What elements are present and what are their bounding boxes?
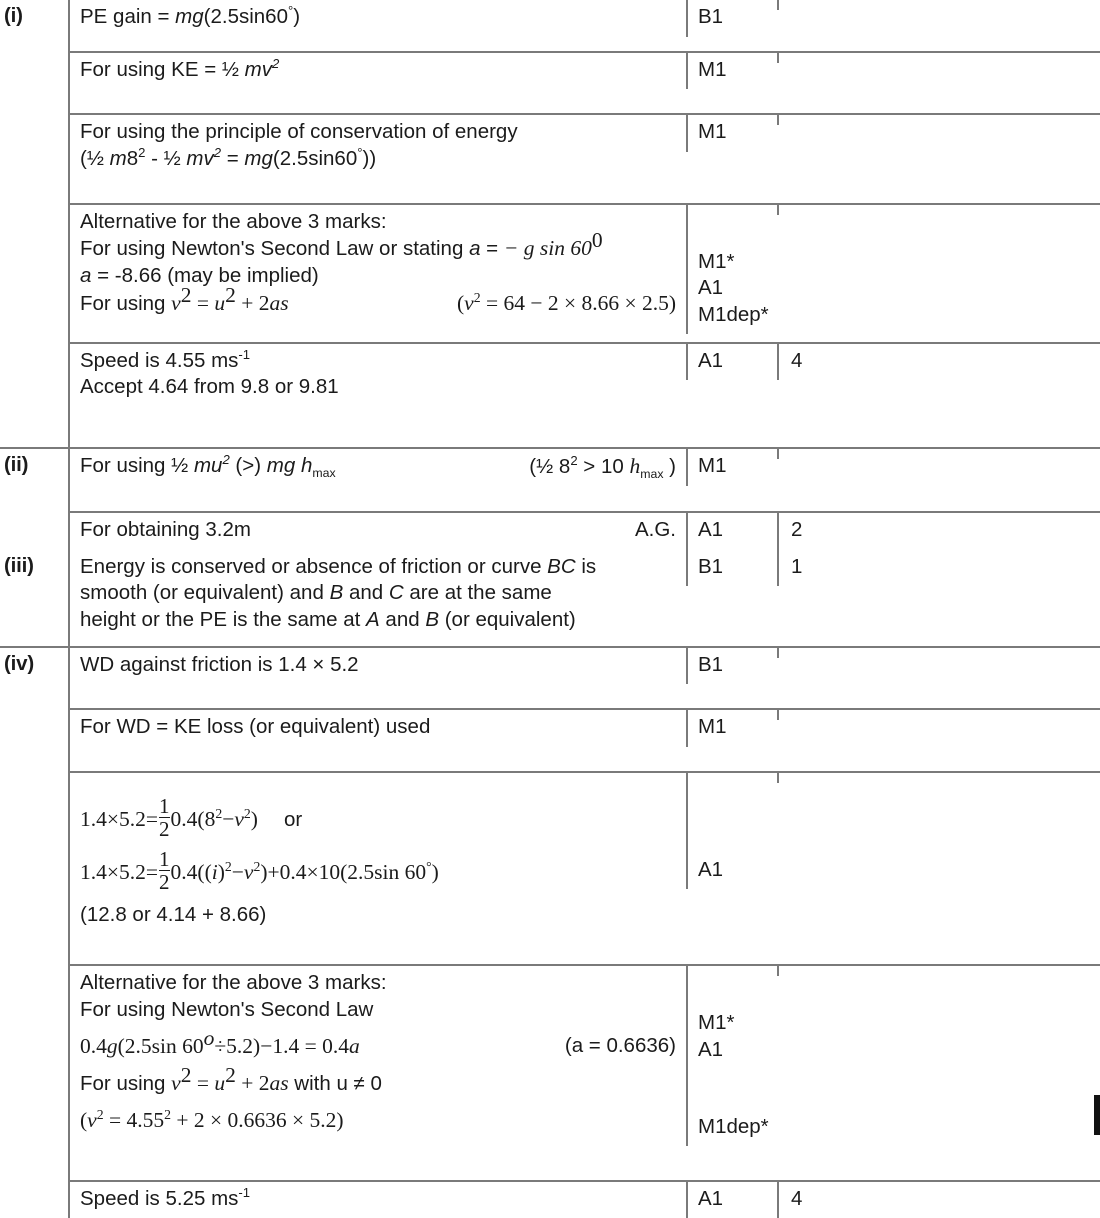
text-pe-gain-label: PE gain = bbox=[80, 5, 176, 28]
text-c: C bbox=[388, 581, 404, 605]
row-content-speed-455 bbox=[68, 342, 686, 447]
text-minus-half: - ½ bbox=[145, 146, 187, 170]
part-label-ii: (ii) bbox=[0, 447, 68, 477]
row-content-iii-energy bbox=[68, 550, 686, 646]
part-label-iv: (iv) bbox=[0, 646, 68, 676]
text-h: h bbox=[300, 454, 313, 477]
page-edge-artifact bbox=[1094, 1095, 1100, 1135]
text-equals: = bbox=[145, 806, 159, 831]
text-exp-2: 2 bbox=[225, 282, 236, 307]
mark-codes-iv-equations bbox=[686, 771, 777, 890]
text-value: = 64 − 2 × 8.66 × 2.5) bbox=[480, 290, 676, 315]
table-row bbox=[0, 113, 1100, 202]
text-4-55: = 4.55 bbox=[103, 1107, 165, 1132]
text-v: v bbox=[171, 290, 181, 315]
text-mg: mg bbox=[175, 5, 204, 28]
table-row bbox=[0, 203, 1100, 342]
fraction-one-half bbox=[159, 793, 170, 841]
text-exp-2: 2 bbox=[213, 145, 222, 161]
text-v: v bbox=[87, 1107, 97, 1132]
alt-suvat-line bbox=[80, 282, 678, 318]
speed-455-line bbox=[80, 348, 678, 375]
alt-a-value bbox=[80, 263, 678, 290]
table-row bbox=[0, 708, 1100, 771]
text-close-paren: ) bbox=[293, 5, 301, 28]
right-margin bbox=[850, 51, 1100, 61]
alt2-equation-a bbox=[80, 1025, 678, 1061]
right-margin bbox=[850, 447, 1100, 457]
part-label-blank-4 bbox=[0, 342, 68, 352]
text-bc: BC bbox=[547, 554, 576, 578]
mark-code-m1dep-star: M1dep* bbox=[698, 1114, 769, 1138]
iii-line-3 bbox=[80, 607, 678, 634]
text-rest: + 2 × 0.6636 × 5.2) bbox=[170, 1107, 344, 1132]
text-5-2: 5.2 bbox=[119, 806, 146, 831]
alt2-equation-b bbox=[80, 1107, 678, 1135]
text-5-2: 5.2 bbox=[119, 859, 146, 884]
text-1-4: 1.4 bbox=[80, 859, 107, 884]
mark-code-m1: M1 bbox=[686, 708, 777, 747]
text-close: )) bbox=[362, 146, 377, 170]
mark-code-m1: M1 bbox=[686, 51, 777, 90]
table-row bbox=[0, 771, 1100, 965]
alt2-heading: Alternative for the above 3 marks: bbox=[80, 971, 387, 995]
right-margin bbox=[850, 550, 1100, 560]
mark-code-a1: A1 bbox=[686, 342, 777, 381]
text-minus: − bbox=[222, 806, 235, 831]
text-wd-friction: WD against friction is 1.4 × 5.2 bbox=[80, 652, 359, 676]
text-a: a bbox=[469, 237, 481, 261]
text-exp-2: 2 bbox=[180, 282, 192, 307]
text-u: u bbox=[214, 290, 226, 315]
alt-suvat-annotation bbox=[457, 290, 676, 318]
right-margin bbox=[850, 342, 1100, 352]
right-margin bbox=[850, 1180, 1100, 1190]
denominator: 2 bbox=[159, 869, 170, 894]
text-open: ( bbox=[456, 290, 465, 315]
mark-code-m1-star: M1* bbox=[698, 249, 735, 273]
denominator: 2 bbox=[159, 816, 170, 841]
part-label-blank-5 bbox=[0, 511, 68, 521]
equation-2 bbox=[80, 846, 678, 894]
text-plus-0-4: )+0.4 bbox=[260, 859, 307, 884]
mark-code-m1dep-star: M1dep* bbox=[698, 302, 769, 326]
text-gt: (>) bbox=[229, 454, 267, 477]
text-a: A bbox=[366, 607, 380, 631]
mark-codes-alternative-1 bbox=[686, 203, 777, 335]
equation-3: (12.8 or 4.14 + 8.66) bbox=[80, 902, 267, 926]
mark-total-empty bbox=[777, 646, 850, 658]
text-and: and bbox=[343, 581, 389, 605]
text-i: i bbox=[211, 859, 218, 884]
mark-total-empty bbox=[777, 0, 850, 10]
fraction-one-half bbox=[159, 846, 170, 894]
mark-total-empty bbox=[777, 964, 850, 976]
text-0-4: 0.4 bbox=[80, 1033, 107, 1058]
text-plus-2: + 2 bbox=[235, 1070, 270, 1095]
text-2-5-sin-60: (2.5sin 60 bbox=[117, 1033, 204, 1058]
text-v: v bbox=[464, 290, 474, 315]
text-exp-2: 2 bbox=[180, 1062, 192, 1087]
row-content-alternative-2 bbox=[68, 964, 686, 1179]
row-content-obtaining-32m bbox=[68, 511, 686, 550]
mark-code-b1: B1 bbox=[686, 0, 777, 37]
mark-total-empty bbox=[777, 203, 850, 215]
text-close-paren: ) bbox=[431, 859, 439, 884]
text-exp-2: 2 bbox=[164, 1106, 171, 1122]
mark-total-empty bbox=[777, 771, 850, 783]
text-with-u-neq-0: with u ≠ 0 bbox=[288, 1071, 382, 1095]
iii-line-2 bbox=[80, 580, 678, 607]
text-pe-rest: (2.5sin60 bbox=[203, 5, 288, 28]
text-times: × bbox=[306, 859, 319, 884]
mark-code-m1-star: M1* bbox=[698, 1011, 735, 1035]
text-as: as bbox=[269, 1070, 289, 1095]
row-content-alternative-1 bbox=[68, 203, 686, 342]
text-open-paren: ( bbox=[80, 1107, 88, 1132]
accept-464-line: Accept 4.64 from 9.8 or 9.81 bbox=[80, 375, 339, 399]
text-close-paren: ) bbox=[250, 806, 258, 831]
text-tail: (2.5sin60 bbox=[272, 146, 358, 170]
part-label-blank-1 bbox=[0, 51, 68, 61]
mark-code-m1: M1 bbox=[686, 113, 777, 152]
right-margin bbox=[850, 203, 1100, 213]
text-minus: − bbox=[231, 859, 244, 884]
text-energy-conserved: Energy is conserved or absence of friction or curve bbox=[80, 554, 548, 578]
mark-total-empty bbox=[777, 447, 850, 459]
text-b: B bbox=[425, 607, 440, 631]
mark-total-empty bbox=[777, 51, 850, 63]
row-content-iv-equations bbox=[68, 771, 686, 965]
conservation-line-1: For using the principle of conservation of energy bbox=[80, 120, 518, 144]
mark-total-empty bbox=[777, 708, 850, 720]
text-b: B bbox=[329, 581, 344, 605]
text-degree: ° bbox=[357, 145, 363, 161]
row-content-iv-wd bbox=[68, 646, 686, 709]
text-open-half-8: (½ 8 bbox=[529, 455, 571, 478]
row-content-conservation bbox=[68, 113, 686, 202]
mark-code-a1: A1 bbox=[686, 1180, 777, 1218]
text-newton: For using Newton's Second Law or stating bbox=[80, 237, 470, 261]
text-0-4-8: 0.4(8 bbox=[170, 806, 216, 831]
table-row bbox=[0, 550, 1100, 646]
text-exp-2: 2 bbox=[473, 289, 481, 305]
right-margin bbox=[850, 964, 1100, 974]
text-exp-minus-1: -1 bbox=[238, 1184, 251, 1200]
text-is: is bbox=[575, 554, 597, 578]
table-row bbox=[0, 51, 1100, 114]
mark-total-empty bbox=[777, 113, 850, 125]
text-same: are at the same bbox=[403, 581, 552, 605]
text-exp-2: 2 bbox=[222, 452, 230, 468]
ag-annotation: A.G. bbox=[634, 517, 676, 541]
table-row bbox=[0, 964, 1100, 1179]
part-label-blank-6 bbox=[0, 708, 68, 718]
text-u: u bbox=[214, 1070, 226, 1095]
table-row bbox=[0, 0, 1100, 51]
text-exp-2: 2 bbox=[224, 858, 232, 874]
text-v: v bbox=[243, 859, 254, 884]
part-label-blank-2 bbox=[0, 113, 68, 123]
text-half: ½ bbox=[221, 57, 245, 81]
text-m: m bbox=[109, 146, 127, 170]
part-label-blank-9 bbox=[0, 1180, 68, 1190]
alt2-annotation: (a = 0.6636) bbox=[564, 1033, 676, 1057]
right-margin bbox=[850, 646, 1100, 656]
text-exp-2: 2 bbox=[215, 805, 223, 821]
text-for-using: For using bbox=[80, 1071, 172, 1095]
table-row bbox=[0, 1180, 1100, 1218]
text-close: ) bbox=[663, 455, 676, 478]
text-deg-o: o bbox=[203, 1025, 215, 1050]
alt-heading: Alternative for the above 3 marks: bbox=[80, 209, 387, 233]
equation-1 bbox=[80, 793, 678, 841]
text-v: v bbox=[234, 806, 244, 831]
text-or: or bbox=[283, 807, 303, 831]
text-gt-10: > 10 bbox=[577, 455, 630, 478]
text-open-half: (½ bbox=[80, 146, 110, 170]
text-obtaining: For obtaining 3.2m bbox=[80, 517, 251, 541]
text-deg-0: 0 bbox=[591, 228, 603, 253]
text-mu: mu bbox=[193, 454, 223, 477]
mark-code-b1: B1 bbox=[686, 646, 777, 685]
part-label-blank-7 bbox=[0, 771, 68, 781]
text-ke-label: For using KE = bbox=[80, 57, 222, 81]
text-sub-max: max bbox=[312, 466, 336, 481]
text-exp-2: 2 bbox=[253, 858, 261, 874]
table-row bbox=[0, 646, 1100, 709]
text-as: as bbox=[269, 290, 289, 315]
text-0-4-open: 0.4(( bbox=[170, 859, 212, 884]
part-label-blank-8 bbox=[0, 964, 68, 974]
right-margin bbox=[850, 708, 1100, 718]
right-margin bbox=[850, 771, 1100, 781]
text-exp-2: 2 bbox=[570, 453, 578, 469]
text-and: and bbox=[379, 607, 426, 631]
mark-codes-alternative-2 bbox=[686, 964, 777, 1146]
mark-code-a1: A1 bbox=[698, 276, 724, 300]
row-content-pe-gain bbox=[68, 0, 686, 51]
text-degree: ° bbox=[426, 858, 432, 874]
text-exp-2: 2 bbox=[138, 145, 146, 161]
conservation-line-2 bbox=[80, 146, 678, 173]
text-minus-1-4: −1.4 = 0.4 bbox=[260, 1033, 349, 1058]
text-equals: = bbox=[191, 1070, 215, 1095]
alt-newton-line bbox=[80, 228, 678, 263]
text-sub-max: max bbox=[640, 467, 664, 482]
text-times: × bbox=[106, 806, 120, 831]
alt2-newton: For using Newton's Second Law bbox=[80, 998, 374, 1022]
text-times: × bbox=[106, 859, 120, 884]
right-margin bbox=[850, 0, 1100, 10]
text-close: ) bbox=[217, 859, 225, 884]
text-g: g bbox=[106, 1033, 118, 1058]
text-1-4: 1.4 bbox=[80, 806, 107, 831]
alt2-suvat bbox=[80, 1062, 678, 1098]
text-mv: mv bbox=[186, 146, 214, 170]
text-div-5-2: ÷5.2) bbox=[214, 1033, 261, 1058]
mark-code-b1: B1 bbox=[686, 550, 777, 587]
mark-code-a1: A1 bbox=[698, 1038, 724, 1062]
mark-total-2: 2 bbox=[777, 511, 850, 550]
text-equals: = bbox=[480, 237, 504, 261]
text-wd-ke-loss: For WD = KE loss (or equivalent) used bbox=[80, 715, 431, 739]
part-label-blank-3 bbox=[0, 203, 68, 213]
mark-code-m1: M1 bbox=[686, 447, 777, 486]
text-v: v bbox=[171, 1070, 181, 1095]
text-mg: mg bbox=[266, 454, 301, 477]
right-margin bbox=[850, 511, 1100, 521]
text-mg: mg bbox=[244, 146, 273, 170]
text-exp-minus-1: -1 bbox=[238, 346, 251, 362]
text-mv: mv bbox=[244, 57, 272, 81]
numerator: 1 bbox=[159, 846, 170, 871]
mark-total-4: 4 bbox=[777, 342, 850, 381]
mark-code-a1: A1 bbox=[686, 511, 777, 550]
mark-total-1: 1 bbox=[777, 550, 850, 587]
right-margin bbox=[850, 113, 1100, 123]
row-content-ii-forusing bbox=[68, 447, 686, 511]
numerator: 1 bbox=[159, 793, 170, 818]
text-10-2-5-sin-60: 10(2.5sin 60 bbox=[318, 859, 427, 884]
text-smooth: smooth (or equivalent) and bbox=[80, 581, 330, 605]
table-row bbox=[0, 447, 1100, 511]
table-row bbox=[0, 511, 1100, 550]
text-degree: ° bbox=[288, 3, 294, 19]
text-for-using-half: For using ½ bbox=[80, 454, 194, 477]
text-a: a bbox=[80, 264, 92, 288]
text-h: h bbox=[629, 454, 641, 478]
text-plus-2: + 2 bbox=[235, 290, 270, 315]
text-8: 8 bbox=[126, 146, 139, 170]
part-label-i: (i) bbox=[4, 4, 23, 27]
text-equals: = bbox=[145, 859, 159, 884]
text-height-pe: height or the PE is the same at bbox=[80, 607, 367, 631]
text-a-value: = -8.66 (may be implied) bbox=[91, 264, 319, 288]
text-or-equivalent: (or equivalent) bbox=[439, 607, 576, 631]
text-exp-2: 2 bbox=[225, 1062, 236, 1087]
text-speed-455: Speed is 4.55 ms bbox=[80, 348, 239, 372]
row-content-speed-525 bbox=[68, 1180, 686, 1218]
text-for-using: For using bbox=[80, 291, 172, 315]
text-exp-2: 2 bbox=[243, 805, 251, 821]
mark-code-a1: A1 bbox=[698, 857, 724, 881]
row-content-ke bbox=[68, 51, 686, 114]
text-a: a bbox=[348, 1033, 360, 1058]
text-exp-2: 2 bbox=[96, 1106, 104, 1122]
text-speed-525: Speed is 5.25 ms bbox=[80, 1186, 239, 1210]
row-content-wd-ke-loss bbox=[68, 708, 686, 771]
table-row bbox=[0, 342, 1100, 447]
ii-annotation bbox=[529, 453, 676, 481]
iii-line-1 bbox=[80, 554, 678, 581]
mark-total-4: 4 bbox=[777, 1180, 850, 1218]
text-exp-2: 2 bbox=[271, 55, 280, 71]
text-g-sin-60: − g sin 60 bbox=[503, 236, 592, 261]
part-label-iii: (iii) bbox=[4, 553, 34, 577]
text-equals: = bbox=[191, 290, 215, 315]
text-equals: = bbox=[221, 146, 245, 170]
